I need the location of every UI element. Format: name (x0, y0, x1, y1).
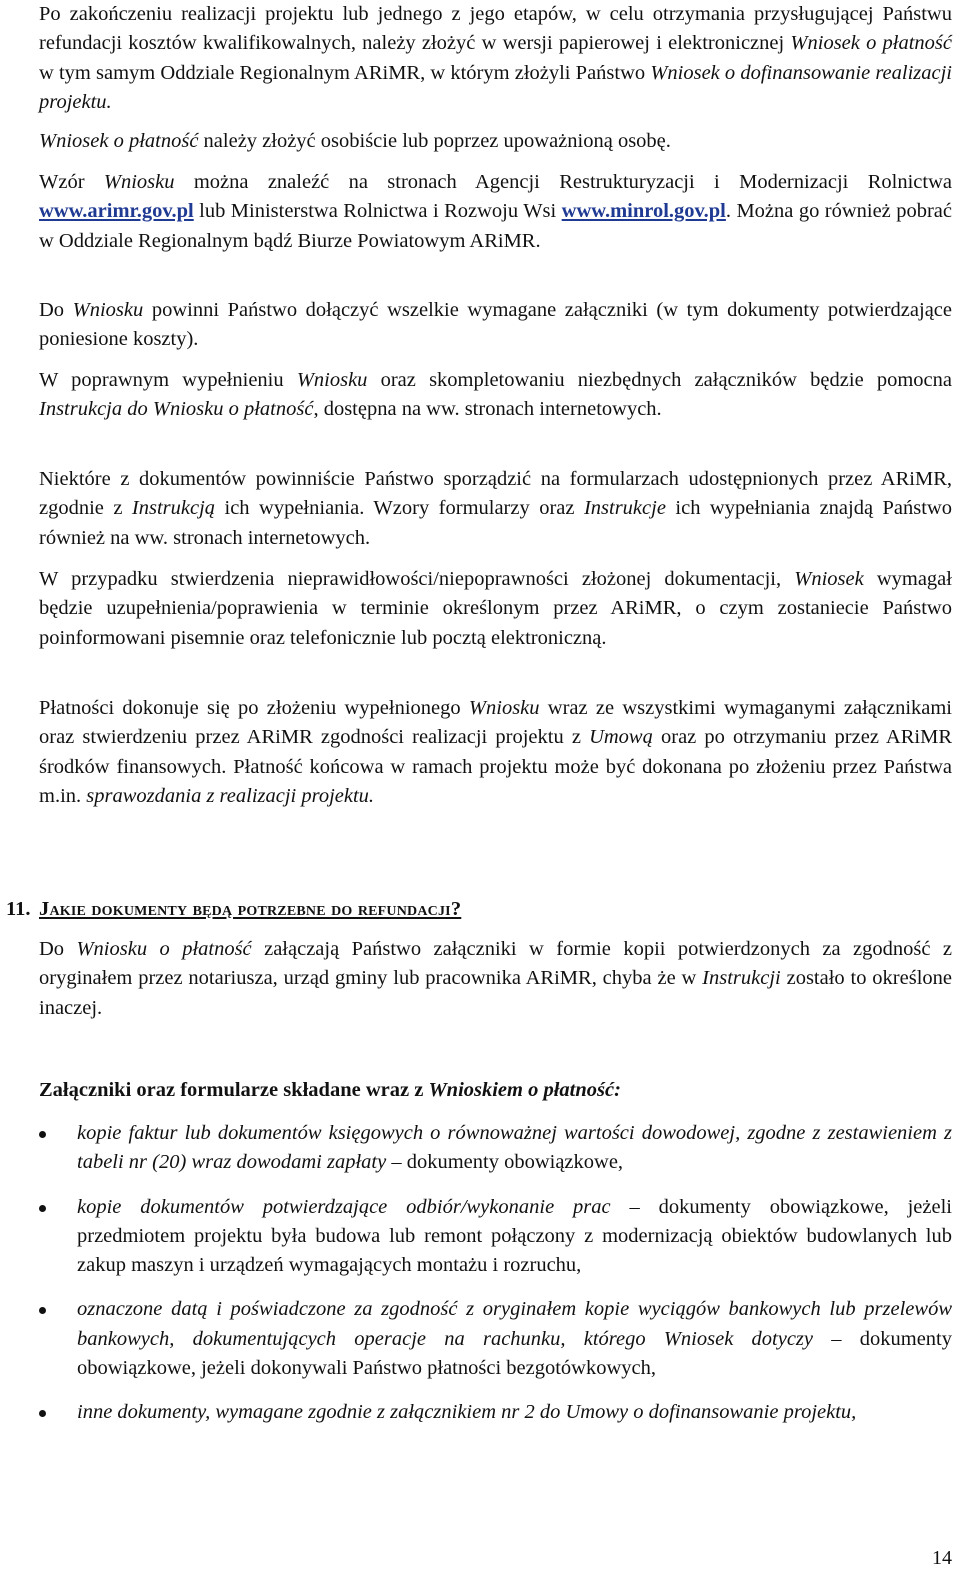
minrol-link[interactable]: www.minrol.gov.pl (561, 200, 726, 223)
bullet-icon (39, 1131, 46, 1138)
section-number: 11. (6, 898, 31, 920)
attachments-list (39, 1119, 952, 1443)
list-item: kopie dokumentów potwierdzające odbiór/wykonanie prac – dokumenty obowiązkowe, jeżeli przedmiotem projektu była budowa lub remont połączony z modernizacją obiektów budowlanych lub zakup maszyn i urządzeń wymagających montażu i rozruchu, (39, 1193, 952, 1281)
arimr-link[interactable]: www.arimr.gov.pl (39, 200, 194, 223)
paragraph-9: Do Wniosku o płatność załączają Państwo załączniki w formie kopii potwierdzonych za zgodność z oryginałem przez notariusza, urząd gminy lub pracownika ARiMR, chyba że w Instrukcji zostało to określone inaczej. (39, 938, 952, 1019)
list-item: kopie faktur lub dokumentów księgowych o równoważnej wartości dowodowej, zgodne z zestawieniem z tabeli nr (20) wraz dowodami zapłaty – dokumenty obowiązkowe, (39, 1119, 952, 1178)
paragraph-1: Po zakończeniu realizacji projektu lub jednego z jego etapów, w celu otrzymania przysługującej Państwu refundacji kosztów kwalifikowalnych, należy złożyć w wersji papierowej i elektronicznej Wniosek o płatność w tym samym Oddziale Regionalnym ARiMR, w którym złożyli Państwo Wniosek o dofinansowanie realizacji projektu. (39, 3, 953, 113)
attachments-heading: Załączniki oraz formularze składane wraz z Wnioskiem o płatność: (39, 1079, 621, 1101)
paragraph-4: Do Wniosku powinni Państwo dołączyć wszelkie wymagane załączniki (w tym dokumenty potwierdzające poniesione koszty). (39, 299, 952, 351)
list-item: inne dokumenty, wymagane zgodnie z załącznikiem nr 2 do Umowy o dofinansowanie projektu, (39, 1398, 952, 1427)
page-number: 14 (932, 1547, 952, 1569)
bullet-icon (39, 1205, 46, 1212)
section-heading (6, 895, 462, 924)
list-item: oznaczone datą i poświadczone za zgodność z oryginałem kopie wyciągów bankowych lub przelewów bankowych, dokumentujących operacje na rachunku, którego Wniosek dotyczy – dokumenty obowiązkowe, jeżeli dokonywali Państwo płatności bezgotówkowych, (39, 1295, 952, 1383)
paragraph-6: Niektóre z dokumentów powinniście Państwo sporządzić na formularzach udostępnionych przez ARiMR, zgodnie z Instrukcją ich wypełniania. Wzory formularzy oraz Instrukcje ich wypełniania znajdą Państwo również na ww. stronach internetowych. (39, 468, 952, 549)
paragraph-3: Wzór Wniosku można znaleźć na stronach Agencji Restrukturyzacji i Modernizacji Rolnictwa www.arimr.gov.pl lub Ministerstwa Rolnictwa i Rozwoju Wsi www.minrol.gov.pl. Można go również pobrać w Oddziale Regionalnym bądź Biurze Powiatowym ARiMR. (39, 171, 952, 252)
section-title: Jakie dokumenty będą potrzebne do refundacji? (39, 898, 462, 920)
paragraph-8: Płatności dokonuje się po złożeniu wypełnionego Wniosku wraz ze wszystkimi wymaganymi załącznikami oraz stwierdzeniu przez ARiMR zgodności realizacji projektu z Umową oraz po otrzymaniu przez ARiMR środków finansowych. Płatność końcowa w ramach projektu może być dokonana po złożeniu przez Państwa m.in. sprawozdania z realizacji projektu. (39, 697, 952, 807)
bullet-icon (39, 1307, 46, 1314)
paragraph-5: W poprawnym wypełnieniu Wniosku oraz skompletowaniu niezbędnych załączników będzie pomocna Instrukcja do Wniosku o płatność, dostępna na ww. stronach internetowych. (39, 369, 952, 421)
paragraph-2: Wniosek o płatność należy złożyć osobiście lub poprzez upoważnioną osobę. (39, 130, 671, 152)
paragraph-7: W przypadku stwierdzenia nieprawidłowości/niepoprawności złożonej dokumentacji, Wniosek wymagał będzie uzupełnienia/poprawienia w terminie określonym przez ARiMR, o czym zostaniecie Państwo poinformowani pisemnie oraz telefonicznie lub pocztą elektroniczną. (39, 568, 952, 649)
bullet-icon (39, 1410, 46, 1417)
